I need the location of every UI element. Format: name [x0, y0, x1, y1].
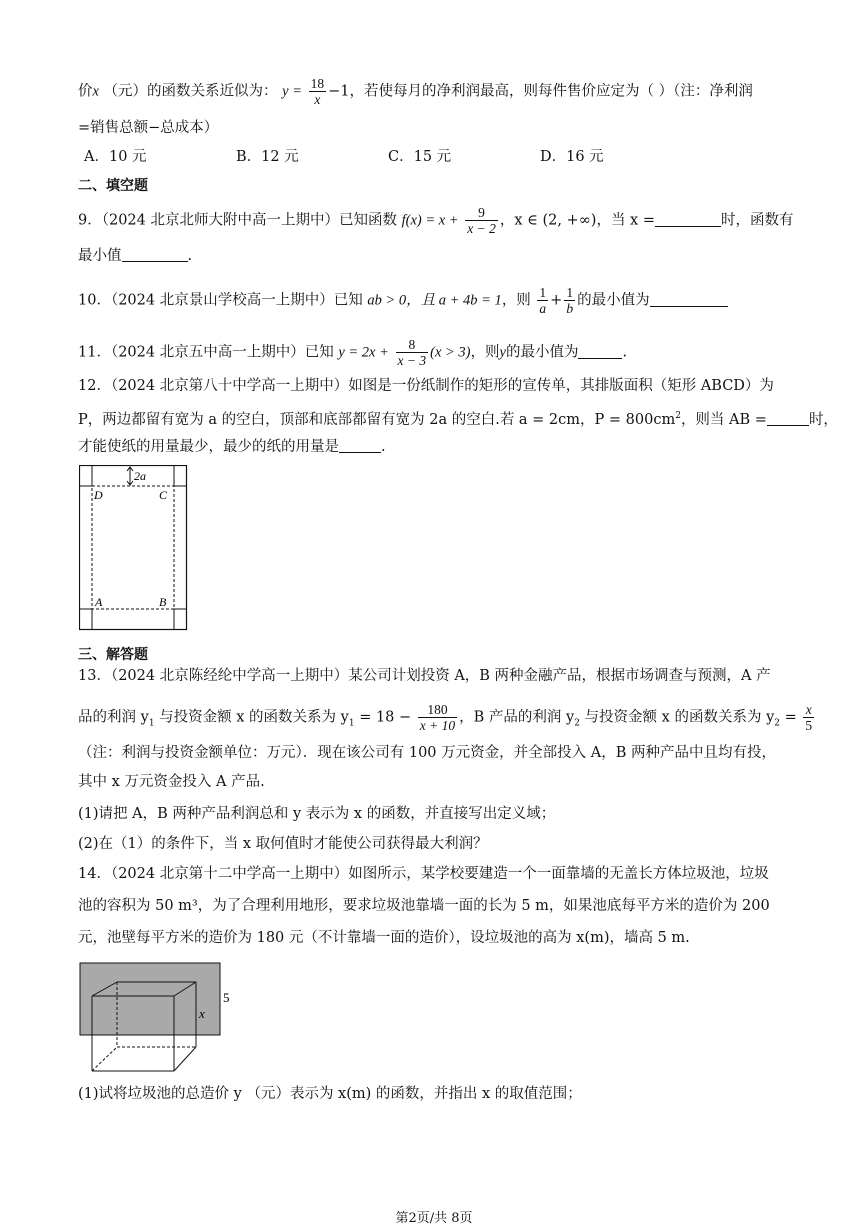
q12-leaflet-figure — [79, 465, 189, 631]
q11-text2: ，则 — [470, 344, 500, 361]
q8-formula-rhs: −1 — [328, 83, 350, 100]
q11-blank[interactable] — [578, 344, 622, 359]
q10-f2-den: b — [566, 301, 574, 316]
q10-f1-den: a — [539, 301, 547, 316]
q10-f1-num: 1 — [539, 285, 547, 300]
q11-text3: 的最小值为 — [505, 344, 579, 361]
q12-sup: 2 — [675, 411, 681, 421]
label-2a: 2a — [134, 469, 146, 483]
q9-frac-den: x − 2 — [467, 221, 496, 236]
q12-line2 — [78, 406, 838, 430]
q8-option-b[interactable]: B．12 元 — [236, 149, 299, 165]
box-edge — [174, 1047, 196, 1071]
q13-text-d: ，B 产品的利润 y — [459, 709, 575, 726]
q10-condition: ab > 0，且 a + 4b = 1 — [367, 292, 502, 309]
label-x: x — [199, 1006, 205, 1021]
q9-frac-num: 9 — [465, 205, 498, 221]
q10-f2-num: 1 — [566, 285, 574, 300]
q10-blank[interactable] — [650, 292, 728, 307]
q8-text-unit: （元）的函数关系近似为： — [103, 83, 278, 100]
q13-line1: 13．（2024 北京陈经纶中学高一上期中）某公司计划投资 A，B 两种金融产品，根据市场调查与预测，A 产 — [78, 668, 771, 684]
q11-line — [78, 337, 627, 368]
section-2-title: 二、填空题 — [78, 178, 148, 194]
q13-text-a: 品的利润 y — [78, 709, 149, 726]
q8-fraction — [309, 76, 327, 107]
q13-fraction-2 — [803, 702, 814, 733]
hidden-edge — [92, 1047, 117, 1071]
q9-text: 9．（2024 北京北师大附中高一上期中）已知函数 — [78, 212, 397, 229]
q9-function: f(x) = x + — [401, 212, 459, 229]
q9-text-min: 最小值 — [78, 248, 122, 264]
wall — [80, 963, 220, 1035]
q14-part1: (1)试将垃圾池的总造价 y （元）表示为 x(m) 的函数，并指出 x 的取值范围； — [78, 1086, 582, 1102]
q13-line3: （注：利润与投资金额单位：万元）．现在该公司有 100 万元资金，并全部投入 A，B 两种产品中且均有投， — [78, 745, 776, 761]
q13-sub: 2 — [574, 718, 580, 729]
q12-blank-2[interactable] — [339, 438, 381, 453]
q14-garbage-pool-figure — [79, 962, 239, 1074]
q13-sub: 1 — [348, 718, 355, 729]
q8-text-prefix: 价 — [78, 83, 93, 100]
q10-text2: ，则 — [501, 292, 531, 309]
q9-line2 — [78, 246, 192, 266]
q12-end: . — [381, 439, 386, 455]
q12-line3 — [78, 437, 386, 457]
q9-line1 — [78, 205, 794, 236]
label-5: 5 — [223, 990, 230, 1005]
label-b: B — [159, 595, 167, 609]
label-a: A — [95, 595, 103, 609]
q8-line1 — [78, 76, 753, 107]
q13-text-e: 与投资金额 x 的函数关系为 y — [579, 709, 775, 726]
q12-line1: 12．（2024 北京第八十中学高一上期中）如图是一份纸制作的矩形的宣传单，其排版面积（矩形 ABCD）为 — [78, 378, 774, 394]
q11-fraction — [396, 337, 429, 368]
q12-blank-1[interactable] — [767, 411, 809, 426]
q13-text-f: = — [780, 709, 797, 726]
q14-line3: 元，池壁每平方米的造价为 180 元（不计靠墙一面的造价），设垃圾池的高为 x(m)，墙高 5 m. — [78, 930, 690, 946]
q13-sub: 2 — [774, 718, 780, 729]
q13-frac1-num: 180 — [418, 702, 457, 718]
label-c: C — [159, 488, 168, 502]
q10-text3: 的最小值为 — [577, 292, 650, 309]
q13-part1: (1)请把 A，B 两种产品利润总和 y 表示为 x 的函数，并直接写出定义域； — [78, 806, 556, 822]
q11-text: 11．（2024 北京五中高一上期中）已知 — [78, 344, 334, 361]
q12-text-a: P，两边都留有宽为 a 的空白，顶部和底部都留有宽为 2a 的空白.若 a = 2cm，P = 800cm — [78, 411, 676, 428]
q8-var-x: x — [92, 83, 99, 100]
q13-sub: 1 — [148, 718, 155, 729]
q8-frac-num: 18 — [310, 76, 325, 91]
page-footer: 第2页/共 8页 — [395, 1211, 473, 1226]
q13-part2: (2)在（1）的条件下，当 x 取何值时才能使公司获得最大利润？ — [78, 836, 488, 852]
q11-end: . — [622, 344, 628, 361]
q10-fraction-1 — [537, 285, 548, 316]
q8-line2: =销售总额−总成本） — [78, 120, 219, 136]
q12-text-3: 才能使纸的用量最少，最少的纸的用量是 — [78, 439, 339, 455]
q13-text-b: 与投资金额 x 的函数关系为 y — [154, 709, 349, 726]
layout-rectangle-abcd — [92, 486, 174, 609]
q8-option-c[interactable]: C．15 元 — [388, 149, 452, 165]
q11-var-y: y — [499, 344, 506, 361]
q13-frac2-num: x — [803, 702, 814, 718]
section-3-title: 三、解答题 — [78, 647, 148, 663]
q9-fraction — [465, 205, 498, 236]
q13-line4: 其中 x 万元资金投入 A 产品. — [78, 774, 265, 790]
q9-text-after: 时，函数有 — [721, 212, 794, 229]
q13-fraction-1 — [418, 702, 457, 733]
q13-text-c: = 18 − — [354, 709, 412, 726]
q9-blank-1[interactable] — [655, 212, 721, 227]
q11-frac-den: x − 3 — [397, 353, 427, 368]
q10-plus: + — [550, 292, 563, 309]
q10-text: 10．（2024 北京景山学校高一上期中）已知 — [78, 292, 363, 309]
q8-text-rest: ，若使每月的净利润最高，则每件售价应定为（ ）（注：净利润 — [349, 83, 753, 100]
q8-option-a[interactable]: A．10 元 — [84, 149, 147, 165]
q11-formula: y = 2x + — [338, 344, 389, 361]
q13-frac2-den: 5 — [805, 718, 813, 733]
q8-formula-lhs: y = — [282, 83, 303, 100]
q14-line2: 池的容积为 50 m³，为了合理利用地形，要求垃圾池靠墙一面的长为 5 m，如果池底每平方米的造价为 200 — [78, 898, 770, 914]
q10-line — [78, 285, 728, 316]
q11-frac-num: 8 — [396, 337, 429, 353]
q8-frac-den: x — [314, 92, 321, 107]
q8-option-d[interactable]: D．16 元 — [540, 149, 604, 165]
q9-blank-2[interactable] — [122, 247, 188, 262]
q8-options — [84, 147, 604, 167]
label-d: D — [94, 488, 103, 502]
q11-condition: (x > 3) — [430, 344, 471, 361]
q9-domain: ，x ∈ (2, +∞)，当 x = — [499, 212, 655, 229]
q9-end: . — [187, 248, 193, 264]
q10-fraction-2 — [564, 285, 575, 316]
q12-text-c: 时， — [808, 411, 838, 428]
q13-line2 — [78, 702, 816, 733]
q13-frac1-den: x + 10 — [419, 718, 456, 733]
q14-line1: 14．（2024 北京第十二中学高一上期中）如图所示，某学校要建造一个一面靠墙的无盖长方体垃圾池，垃圾 — [78, 866, 769, 882]
q12-text-b: ，则当 AB = — [680, 411, 767, 428]
